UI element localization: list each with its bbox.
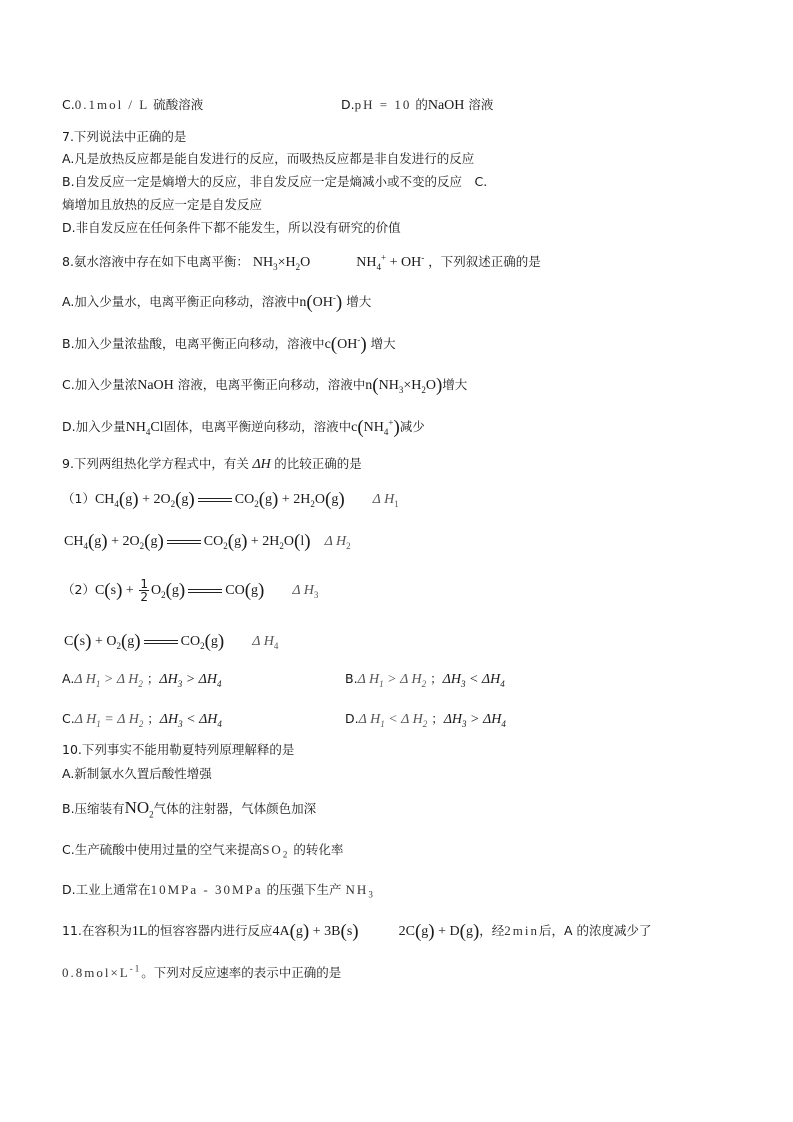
q8-option-d: D.加入少量$NH_4Cl$固体，电离平衡逆向移动，溶液中$c(NH_4^+)$减少 [62,417,425,438]
volume-value: 1L [131,924,148,939]
q10-stem: 10.下列事实不能用勒夏特列原理解释的是 [62,742,295,757]
q11-stem-continued: $0.8mol\times L^{-1}$。下列对反应速率的表示中正确的是 [62,963,342,980]
q9-stem: 9.下列两组热化学方程式中，有关 ΔH 的比较正确的是 [62,456,362,472]
equals-arrow [188,589,222,593]
q6-option-d: D.pH = 10 的NaOH 溶液 [341,97,494,113]
q8-option-b: B.加入少量浓盐酸，电离平衡正向移动，溶液中c(OH-) 增大 [62,334,396,355]
equals-arrow [198,498,232,502]
q9-option-b: B.Δ $H_1 > \Delta$ $H_2$ ；$\Delta H_3 < \Delta H_4$ [345,671,505,689]
q10-option-a: A.新制氯水久置后酸性增强 [62,766,212,781]
fraction-half: $\frac{1}{2}$ [140,577,148,604]
equilibrium-equation: $NH_3\times H_2O$ [252,255,311,272]
equals-arrow [167,540,201,544]
reaction-equation: 4A(g) + 3B(s) [272,921,359,942]
q9-option-a: A.Δ $H_1 > \Delta$ $H_2$ ；$\Delta H_3 > \Delta H_4$ [62,671,222,689]
q9-equation-3: （2）C(s) + $\frac{1}{2}$ $O_2(g)$ CO(g) Δ $H_3$ [62,577,319,604]
concentration-value: 0.1mol / L [74,97,150,112]
q9-equation-1: $(1)CH_4(g) + 2O_2(g) CO_2(g) + 2H_2O(g)$ Δ $H_1$ [62,489,399,510]
q8-stem: 8.氨水溶液中存在如下电离平衡： $NH_3\times H_2O$ $NH_4^+ + OH^-$ ，下列叙述正确的是 [62,252,541,272]
q7-option-a: A.凡是放热反应都是能自发进行的反应，而吸热反应都是非自发进行的反应 [62,151,475,166]
q8-option-c: C.加入少量浓NaOH 溶液，电离平衡正向移动，溶液中$n(NH_3\times H_2O)$增大 [62,375,468,396]
pressure-range: 10MPa - 30MPa [150,882,263,897]
q9-option-d: D.Δ $H_1 < \Delta$ $H_2$ ；$\Delta H_3 > \Delta H_4$ [345,711,506,729]
q10-option-b: B.压缩装有$NO_2$气体的注射器，气体颜色加深 [62,798,317,820]
q10-option-d: D.工业上通常在10MPa - 30MPa 的压强下生产 $NH_3$ [62,882,375,900]
q11-stem: 11.在容积为1L的恒容容器内进行反应4A(g) + 3B(s) 2C(g) + D(g)，经2min后，A 的浓度减少了 [62,921,652,942]
q10-option-c: C.生产硫酸中使用过量的空气来提高$SO_2$ 的转化率 [62,842,344,860]
q9-equation-4: $C(s) + O_2(g)$ $CO_2(g)$ Δ $H_4$ [64,631,279,652]
time-value: 2min [504,923,540,938]
ph-value: pH = 10 [354,97,412,112]
q7-option-d: D.非自发反应在任何条件下都不能发生，所以没有研究的价值 [62,220,401,235]
no2-formula: $NO_2$ [124,798,154,820]
q8-option-a: A.加入少量水，电离平衡正向移动，溶液中n(OH-) 增大 [62,292,372,313]
naoh-formula: NaOH [427,98,465,113]
q7-stem: 7.下列说法中正确的是 [62,129,187,144]
q9-equation-2: $CH_4(g) + 2O_2(g) CO_2(g) + 2H_2O(l)$ Δ $H_2$ [64,531,351,552]
q9-option-c: C.Δ $H_1 = \Delta$ $H_2$ ；$\Delta H_3 < \Delta H_4$ [62,711,222,729]
concentration-change: $0.8mol\times L^{-1}$ [62,963,142,980]
q7-option-c: 熵增加且放热的反应一定是自发反应 [62,197,263,212]
equals-arrow [144,640,178,644]
q6-option-c: C.0.1mol / L 硫酸溶液 [62,97,204,112]
q7-option-b: B.自发反应一定是熵增大的反应，非自发反应一定是熵减小或不变的反应 C. [62,174,488,189]
so2-formula: $SO_2$ [262,842,290,860]
